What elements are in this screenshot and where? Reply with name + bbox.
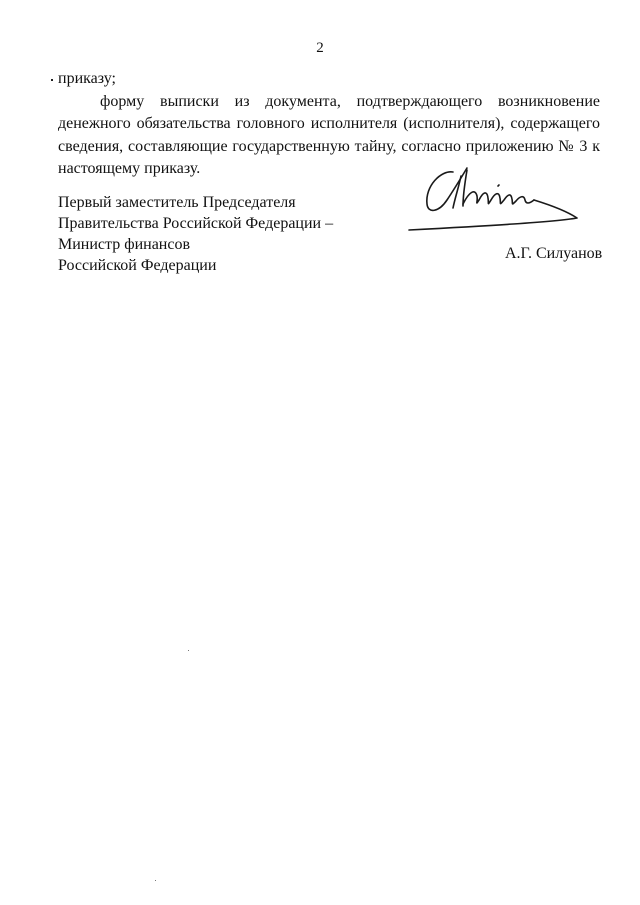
page-number: 2 (316, 40, 324, 56)
paragraph-form-statement: форму выписки из документа, подтверждающего возникновение денежного обязательства головного исполнителя (исполнителя), содержащего сведения, составляющие государственную тайну, согласно приложению № 3 к настоящему приказу. (58, 92, 600, 177)
scan-artifact-dot (51, 79, 53, 81)
signatory-title (58, 192, 333, 276)
signatory-title-line: Правительства Российской Федерации – (58, 215, 334, 232)
paragraph-continuation: приказу; (58, 70, 116, 87)
signatory-title-line: Первый заместитель Председателя (58, 194, 296, 211)
signatory-title-line: Российской Федерации (58, 257, 217, 274)
signatory-title-line: Министр финансов (58, 236, 191, 253)
scan-speck (155, 880, 156, 881)
scan-speck (188, 650, 189, 651)
signer-name: А.Г. Силуанов (505, 245, 603, 262)
handwritten-signature (405, 160, 590, 240)
